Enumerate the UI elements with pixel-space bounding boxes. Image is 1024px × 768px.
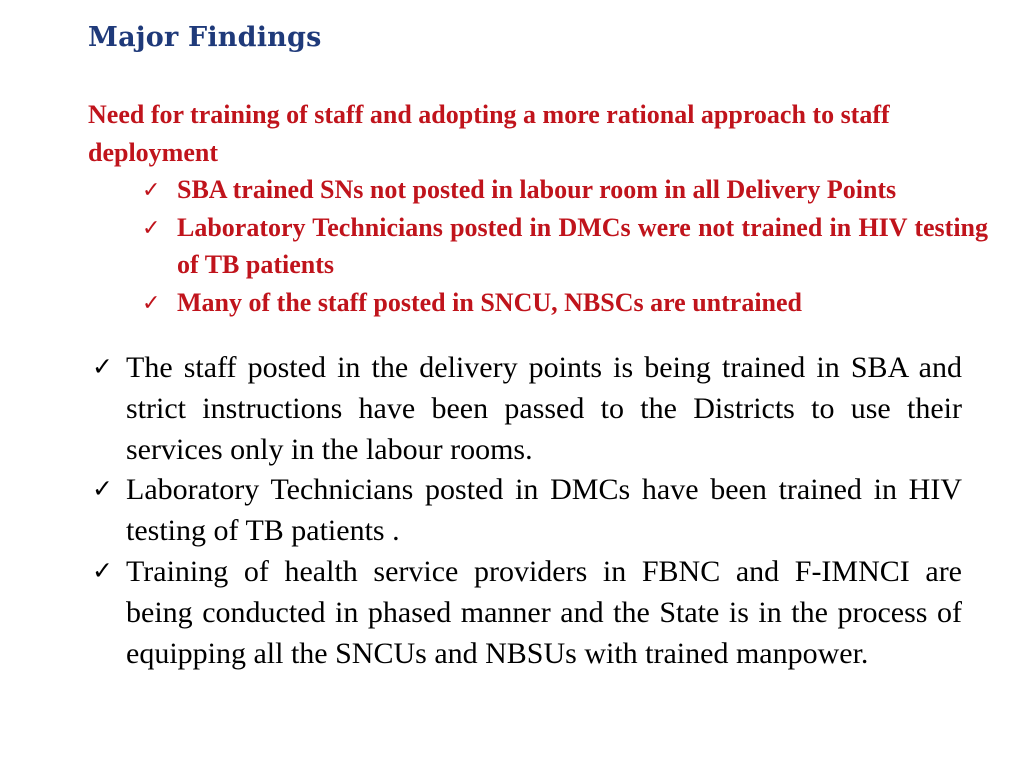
page-title: Major Findings	[88, 22, 322, 53]
actions-list	[92, 348, 962, 674]
finding-text: Laboratory Technicians posted in DMCs were not trained in HIV testing of TB patients	[177, 212, 988, 279]
action-text: Training of health service providers in FBNC and F-IMNCI are being conducted in phased manner and the State is in the process of equipping all the SNCUs and NBSUs with trained manpower.	[126, 554, 962, 670]
checkmark-icon: ✓	[142, 289, 161, 315]
action-item-fbnc-training	[92, 552, 962, 674]
finding-text: Many of the staff posted in SNCU, NBSCs are untrained	[177, 287, 803, 317]
action-text: The staff posted in the delivery points is being trained in SBA and strict instructions have been passed to the Districts to use their services only in the labour rooms.	[126, 351, 962, 466]
action-item-lab-training	[92, 470, 962, 552]
finding-item-sncu-staff	[142, 284, 988, 322]
finding-text: SBA trained SNs not posted in labour room in all Delivery Points	[177, 175, 897, 204]
checkmark-icon: ✓	[142, 177, 161, 202]
action-item-sba-training	[92, 348, 962, 470]
checkmark-icon: ✓	[92, 476, 113, 504]
actions-taken-section	[92, 348, 962, 674]
findings-list	[88, 171, 988, 321]
findings-lead: Need for training of staff and adopting a more rational approach to staff deployment	[88, 100, 890, 167]
checkmark-icon: ✓	[92, 557, 113, 585]
action-text: Laboratory Technicians posted in DMCs have been trained in HIV testing of TB patients .	[126, 473, 962, 548]
checkmark-icon: ✓	[92, 354, 113, 381]
finding-item-sba	[142, 171, 988, 209]
major-findings-section	[88, 96, 988, 321]
finding-item-lab-technicians	[142, 209, 988, 284]
checkmark-icon: ✓	[142, 214, 161, 240]
